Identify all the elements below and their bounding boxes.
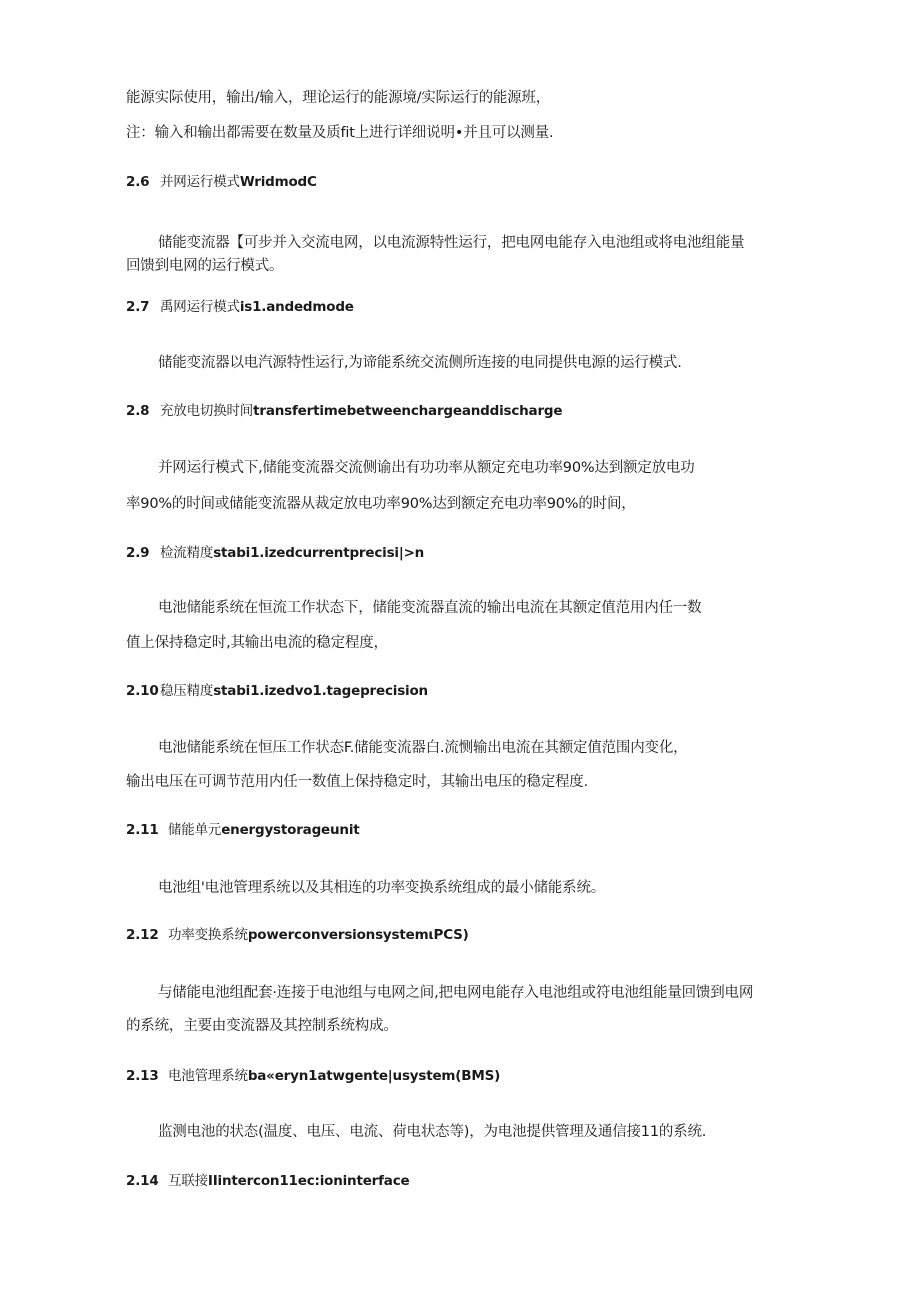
section-body-line: 回馈到电网的运行模式。 bbox=[126, 258, 284, 274]
section-heading-2-9 bbox=[126, 543, 424, 563]
section-body-line: 储能变流器以电汽源特性运行,为谛能系统交流侧所连接的电同提供电源的运行模式. bbox=[158, 355, 682, 371]
section-title-en: ba«eryn1atwgente|usystem(BMS) bbox=[247, 1068, 501, 1084]
section-heading-2-11 bbox=[126, 820, 360, 840]
section-title: 检流精度 bbox=[160, 545, 214, 561]
section-body-line: 率90%的时间或储能变流器从裁定放电功率90%达到额定充电功率90%的时间， bbox=[126, 496, 636, 512]
section-title: 储能单元 bbox=[168, 822, 222, 838]
section-body-line: 输出电压在可调节范用内任一数值上保持稳定时，其输出电压的稳定程度. bbox=[126, 774, 589, 790]
section-title-en: transfertimebetweenchargeanddischarge bbox=[253, 403, 563, 419]
intro-note-line: 注：输入和输出都需要在数量及质fit上进行详细说明•并且可以测量. bbox=[126, 125, 554, 141]
section-heading-2-7 bbox=[126, 297, 354, 317]
section-number: 2.9 bbox=[126, 545, 150, 561]
section-number: 2.10 bbox=[126, 683, 159, 699]
section-body-line: 电池储能系统在恒压工作状态F.储能变流器白.流恻输出电流在其额定值范围内变化， bbox=[158, 740, 688, 756]
section-body-line: 值上保持稳定时,其输出电流的稳定程度， bbox=[126, 635, 388, 651]
section-title-en: WridmodC bbox=[239, 174, 317, 190]
section-title: 并网运行模式 bbox=[160, 174, 240, 190]
section-heading-2-10 bbox=[126, 681, 428, 701]
section-body-line: 并网运行模式下,储能变流器交流侧谕出有功功率从额定充电功率90%达到额定放电功 bbox=[158, 460, 695, 476]
section-body-line: 储能变流器【可步并入交流电网，以电流源特性运行，把电网电能存入电池组或将电池组能量 bbox=[158, 235, 745, 251]
section-title-en: is1.andedmode bbox=[239, 299, 354, 315]
section-body-line: 电池储能系统在恒流工作状态下，储能变流器直流的输出电流在其额定值范用内任一数 bbox=[158, 600, 702, 616]
section-number: 2.13 bbox=[126, 1068, 159, 1084]
section-title-en: stabi1.izedvo1.tageprecision bbox=[213, 683, 428, 699]
section-title: 稳压精度 bbox=[160, 683, 214, 699]
section-title-en: stabi1.izedcurrentprecisi|>n bbox=[213, 545, 425, 561]
section-number: 2.14 bbox=[126, 1173, 159, 1189]
section-number: 2.7 bbox=[126, 299, 150, 315]
section-number: 2.12 bbox=[126, 927, 159, 943]
section-title: 功率变换系统 bbox=[168, 927, 248, 943]
section-body-line: 监测电池的状态(温度、电压、电流、荷电状态等)，为电池提供管理及通信接11的系统. bbox=[158, 1124, 707, 1140]
section-body-line: 与储能电池组配套·连接于电池组与电网之间,把电网电能存入电池组或符电池组能量回馈到电网 bbox=[158, 985, 754, 1001]
section-title: 充放电切换时间 bbox=[160, 403, 254, 419]
section-title: 电池管理系统 bbox=[168, 1068, 248, 1084]
section-title-en: energystorageunit bbox=[221, 822, 360, 838]
intro-line-1: 能源实际使用，输出/输入，理论运行的能源境/实际运行的能源班， bbox=[126, 90, 551, 106]
section-number: 2.6 bbox=[126, 174, 150, 190]
section-title: 禹网运行模式 bbox=[160, 299, 240, 315]
section-body-line: 的系统，主要由变流器及其控制系统构成。 bbox=[126, 1018, 398, 1034]
section-title-en: powerconversionsystemιPCS) bbox=[247, 927, 469, 943]
section-heading-2-8 bbox=[126, 401, 562, 421]
section-heading-2-12 bbox=[126, 925, 469, 945]
section-heading-2-6 bbox=[126, 172, 317, 192]
section-heading-2-14 bbox=[126, 1171, 409, 1191]
section-title: 互联接 bbox=[168, 1173, 208, 1189]
section-heading-2-13 bbox=[126, 1066, 500, 1086]
section-body-line: 电池组'电池管理系统以及其相连的功率变换系统组成的最小储能系统。 bbox=[158, 880, 606, 896]
section-number: 2.8 bbox=[126, 403, 150, 419]
section-number: 2.11 bbox=[126, 822, 159, 838]
section-title-en: IIintercon11ec:ioninterface bbox=[207, 1173, 410, 1189]
